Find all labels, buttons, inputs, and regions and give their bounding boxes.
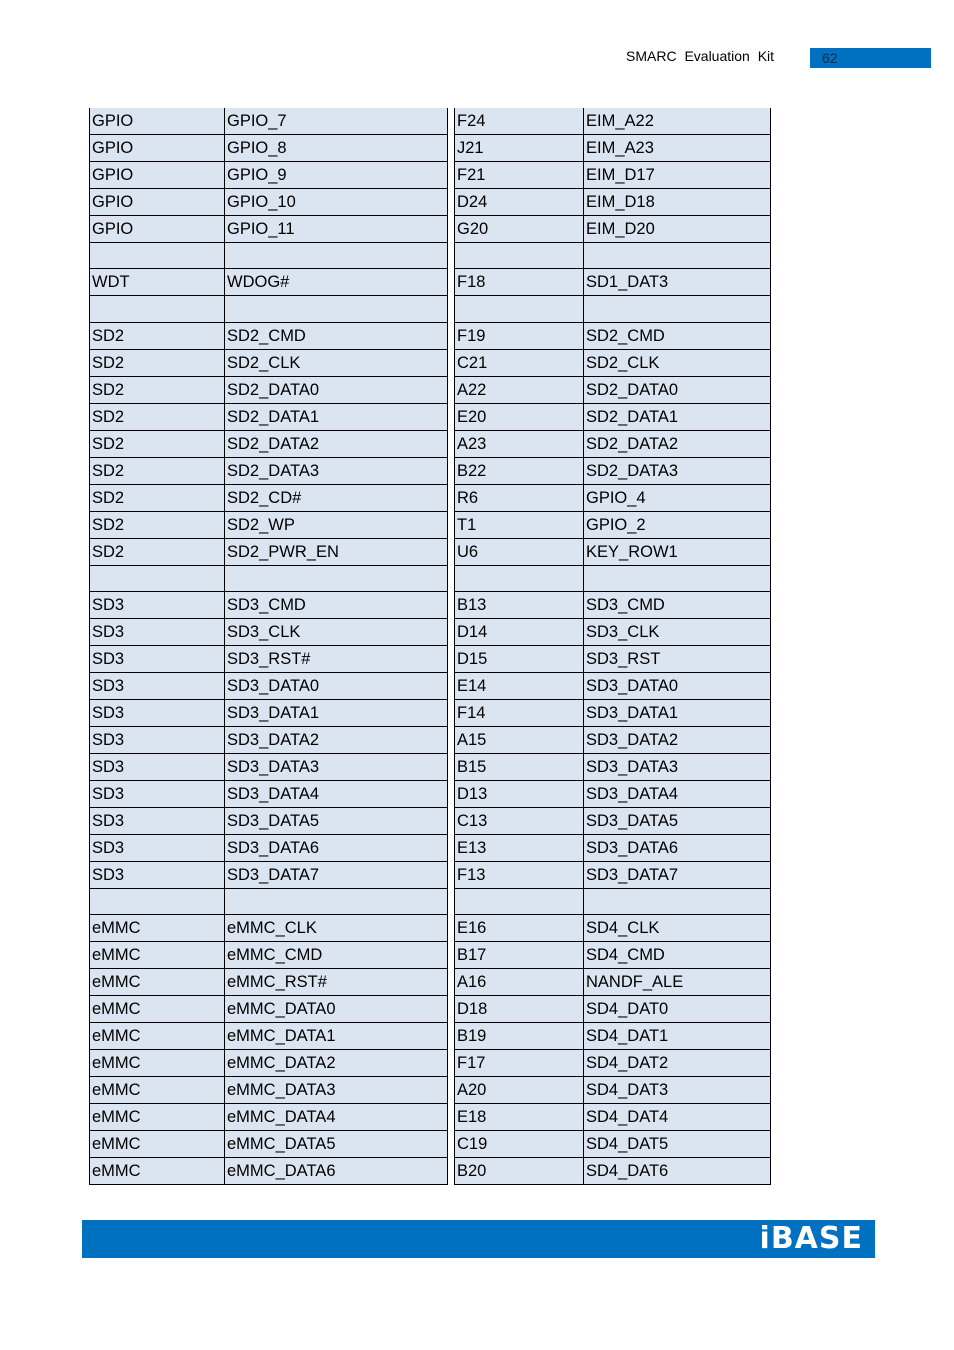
table-row [455, 699, 771, 726]
table-row [90, 538, 448, 565]
ball-cell: C19 [455, 1131, 584, 1158]
table-row [90, 1131, 448, 1158]
interface-cell: eMMC [90, 1131, 225, 1158]
signal-cell: SD2_DATA0 [225, 376, 448, 403]
interface-cell: SD3 [90, 618, 225, 645]
interface-cell: GPIO [90, 135, 225, 162]
signal-cell: eMMC_DATA2 [225, 1050, 448, 1077]
pad-name-cell: SD4_DAT5 [584, 1131, 771, 1158]
ball-cell: F19 [455, 322, 584, 349]
signal-cell: SD2_CLK [225, 349, 448, 376]
pad-name-cell: SD3_DATA4 [584, 780, 771, 807]
signal-cell: eMMC_DATA4 [225, 1104, 448, 1131]
header-title: SMARC Evaluation Kit [626, 48, 775, 64]
table-row [455, 376, 771, 403]
table-row [90, 565, 448, 591]
signal-cell: SD2_DATA3 [225, 457, 448, 484]
signal-cell [225, 888, 448, 914]
pad-name-cell: EIM_D17 [584, 162, 771, 189]
signal-cell [225, 296, 448, 322]
signal-cell: eMMC_CLK [225, 915, 448, 942]
interface-cell: SD3 [90, 591, 225, 618]
interface-cell: eMMC [90, 996, 225, 1023]
table-row [455, 1158, 771, 1185]
ball-cell: B17 [455, 942, 584, 969]
ball-cell: F14 [455, 699, 584, 726]
pad-name-cell: SD3_DATA1 [584, 699, 771, 726]
pad-name-cell: SD3_DATA2 [584, 726, 771, 753]
table-row [90, 216, 448, 243]
interface-cell: SD3 [90, 726, 225, 753]
table-row [455, 538, 771, 565]
table-row [455, 969, 771, 996]
table-row [455, 1131, 771, 1158]
table-row [455, 511, 771, 538]
table-row [90, 915, 448, 942]
interface-cell [90, 888, 225, 914]
interface-cell: SD3 [90, 753, 225, 780]
interface-cell: SD2 [90, 484, 225, 511]
table-row [455, 1077, 771, 1104]
signal-cell: SD3_RST# [225, 645, 448, 672]
table-row [90, 996, 448, 1023]
signal-cell: eMMC_CMD [225, 942, 448, 969]
pad-name-cell: SD3_RST [584, 645, 771, 672]
page-number: 62 [822, 50, 838, 66]
ball-cell: E14 [455, 672, 584, 699]
signal-cell: SD3_DATA0 [225, 672, 448, 699]
table-row [455, 484, 771, 511]
table-row [455, 861, 771, 888]
interface-cell: SD2 [90, 538, 225, 565]
table-row [90, 296, 448, 322]
table-row [455, 672, 771, 699]
footer-bar [82, 1220, 875, 1258]
interface-cell [90, 565, 225, 591]
pad-name-cell: EIM_A22 [584, 108, 771, 135]
table-row [455, 618, 771, 645]
signal-cell: eMMC_DATA1 [225, 1023, 448, 1050]
table-row [455, 726, 771, 753]
pad-name-cell: SD4_DAT4 [584, 1104, 771, 1131]
interface-cell: eMMC [90, 1023, 225, 1050]
ball-cell: F24 [455, 108, 584, 135]
table-row [455, 1023, 771, 1050]
table-row [455, 942, 771, 969]
table-row [90, 1077, 448, 1104]
table-row [455, 457, 771, 484]
pad-name-cell: SD4_DAT6 [584, 1158, 771, 1185]
table-row [90, 1023, 448, 1050]
interface-cell: SD3 [90, 861, 225, 888]
ball-cell: C13 [455, 807, 584, 834]
ball-cell: F17 [455, 1050, 584, 1077]
interface-cell: SD3 [90, 780, 225, 807]
pad-name-cell [584, 888, 771, 914]
table-row [90, 861, 448, 888]
ball-cell: A22 [455, 376, 584, 403]
ball-cell: D14 [455, 618, 584, 645]
table-row [90, 591, 448, 618]
pad-name-cell: SD4_DAT0 [584, 996, 771, 1023]
ball-cell: A20 [455, 1077, 584, 1104]
signal-cell: SD3_DATA2 [225, 726, 448, 753]
ball-cell: F18 [455, 269, 584, 296]
interface-cell: eMMC [90, 1077, 225, 1104]
signal-cell: eMMC_DATA0 [225, 996, 448, 1023]
pad-name-cell: EIM_D20 [584, 216, 771, 243]
ball-cell: B15 [455, 753, 584, 780]
page-number-badge [810, 48, 931, 68]
ball-cell: D24 [455, 189, 584, 216]
table-row [90, 108, 448, 135]
signal-cell: SD2_CMD [225, 322, 448, 349]
pad-name-cell: SD2_CMD [584, 322, 771, 349]
ibase-logo: iBASE [759, 1221, 863, 1256]
pad-name-cell: SD3_DATA7 [584, 861, 771, 888]
ball-cell: A15 [455, 726, 584, 753]
pad-name-cell: SD2_DATA0 [584, 376, 771, 403]
table-row [90, 511, 448, 538]
table-row [90, 349, 448, 376]
pad-name-cell: SD2_DATA2 [584, 430, 771, 457]
pad-name-cell: SD4_DAT2 [584, 1050, 771, 1077]
table-row [455, 753, 771, 780]
table-row [455, 243, 771, 269]
table-row [90, 1050, 448, 1077]
table-row [455, 565, 771, 591]
signal-cell: eMMC_DATA6 [225, 1158, 448, 1185]
pad-name-cell [584, 243, 771, 269]
table-row [90, 484, 448, 511]
table-row [90, 942, 448, 969]
table-row [455, 296, 771, 322]
signal-cell: SD3_DATA1 [225, 699, 448, 726]
interface-cell: eMMC [90, 969, 225, 996]
interface-cell: SD2 [90, 430, 225, 457]
table-row [455, 996, 771, 1023]
signal-cell: SD2_PWR_EN [225, 538, 448, 565]
ball-cell: E13 [455, 834, 584, 861]
table-row [455, 430, 771, 457]
table-row [455, 780, 771, 807]
pad-name-cell: SD3_CLK [584, 618, 771, 645]
table-row [455, 269, 771, 296]
table-row [90, 403, 448, 430]
table-row [455, 322, 771, 349]
pad-name-cell: SD4_CLK [584, 915, 771, 942]
pad-name-cell [584, 565, 771, 591]
ball-cell: A16 [455, 969, 584, 996]
ball-cell [455, 565, 584, 591]
interface-cell: SD3 [90, 834, 225, 861]
interface-cell: SD2 [90, 322, 225, 349]
signal-cell: GPIO_8 [225, 135, 448, 162]
interface-cell: GPIO [90, 216, 225, 243]
pad-name-cell: EIM_A23 [584, 135, 771, 162]
ball-cell: B22 [455, 457, 584, 484]
interface-cell: GPIO [90, 189, 225, 216]
table-row [90, 243, 448, 269]
signal-cell: SD3_DATA4 [225, 780, 448, 807]
signal-cell: SD2_DATA2 [225, 430, 448, 457]
pad-name-cell: SD3_CMD [584, 591, 771, 618]
interface-cell: SD3 [90, 645, 225, 672]
table-row [90, 699, 448, 726]
table-row [90, 618, 448, 645]
table-row [90, 1104, 448, 1131]
signal-cell: GPIO_11 [225, 216, 448, 243]
ball-cell: B19 [455, 1023, 584, 1050]
table-row [455, 162, 771, 189]
table-row [90, 376, 448, 403]
table-row [90, 135, 448, 162]
signal-cell: GPIO_9 [225, 162, 448, 189]
table-row [455, 349, 771, 376]
pad-name-cell: SD2_DATA3 [584, 457, 771, 484]
ball-cell [455, 243, 584, 269]
ball-cell: D15 [455, 645, 584, 672]
ball-cell: R6 [455, 484, 584, 511]
pad-name-cell: EIM_D18 [584, 189, 771, 216]
ball-cell: T1 [455, 511, 584, 538]
pad-name-cell: KEY_ROW1 [584, 538, 771, 565]
interface-cell [90, 243, 225, 269]
signal-cell: GPIO_7 [225, 108, 448, 135]
table-row [455, 888, 771, 914]
interface-cell: WDT [90, 269, 225, 296]
signal-cell: SD3_DATA7 [225, 861, 448, 888]
table-row [90, 269, 448, 296]
signal-cell: eMMC_RST# [225, 969, 448, 996]
table-row [455, 108, 771, 135]
table-row [90, 780, 448, 807]
pin-table-right [454, 108, 771, 1185]
signal-cell: SD2_CD# [225, 484, 448, 511]
pad-name-cell: SD4_DAT1 [584, 1023, 771, 1050]
table-row [90, 322, 448, 349]
interface-cell: eMMC [90, 1104, 225, 1131]
ball-cell: B13 [455, 591, 584, 618]
table-row [455, 591, 771, 618]
pad-name-cell: SD3_DATA6 [584, 834, 771, 861]
pad-name-cell: SD2_DATA1 [584, 403, 771, 430]
table-row [455, 807, 771, 834]
ball-cell: D18 [455, 996, 584, 1023]
pad-name-cell [584, 296, 771, 322]
ball-cell: J21 [455, 135, 584, 162]
interface-cell: SD2 [90, 349, 225, 376]
pad-name-cell: NANDF_ALE [584, 969, 771, 996]
interface-cell: eMMC [90, 942, 225, 969]
table-row [90, 807, 448, 834]
signal-cell: SD2_WP [225, 511, 448, 538]
table-row [455, 403, 771, 430]
interface-cell: SD2 [90, 457, 225, 484]
signal-cell: SD3_CLK [225, 618, 448, 645]
ball-cell: D13 [455, 780, 584, 807]
pad-name-cell: SD3_DATA5 [584, 807, 771, 834]
table-row [90, 753, 448, 780]
table-row [455, 834, 771, 861]
ball-cell: E20 [455, 403, 584, 430]
pad-name-cell: SD4_DAT3 [584, 1077, 771, 1104]
ball-cell: C21 [455, 349, 584, 376]
signal-cell: eMMC_DATA3 [225, 1077, 448, 1104]
ball-cell: F13 [455, 861, 584, 888]
pad-name-cell: SD4_CMD [584, 942, 771, 969]
interface-cell: SD2 [90, 376, 225, 403]
ball-cell: A23 [455, 430, 584, 457]
table-row [90, 430, 448, 457]
signal-cell: SD3_CMD [225, 591, 448, 618]
pad-name-cell: SD3_DATA0 [584, 672, 771, 699]
signal-cell: SD2_DATA1 [225, 403, 448, 430]
ball-cell: E16 [455, 915, 584, 942]
table-row [455, 1104, 771, 1131]
table-row [90, 162, 448, 189]
signal-cell: eMMC_DATA5 [225, 1131, 448, 1158]
pad-name-cell: GPIO_4 [584, 484, 771, 511]
signal-cell [225, 243, 448, 269]
table-row [90, 726, 448, 753]
table-row [90, 888, 448, 914]
interface-cell: SD3 [90, 807, 225, 834]
table-row [455, 189, 771, 216]
ball-cell: G20 [455, 216, 584, 243]
table-row [90, 834, 448, 861]
pad-name-cell: SD1_DAT3 [584, 269, 771, 296]
ball-cell [455, 888, 584, 914]
pad-name-cell: GPIO_2 [584, 511, 771, 538]
signal-cell: SD3_DATA3 [225, 753, 448, 780]
interface-cell [90, 296, 225, 322]
ball-cell: U6 [455, 538, 584, 565]
signal-cell: GPIO_10 [225, 189, 448, 216]
ball-cell [455, 296, 584, 322]
interface-cell: GPIO [90, 162, 225, 189]
interface-cell: SD2 [90, 403, 225, 430]
table-row [90, 189, 448, 216]
table-row [455, 216, 771, 243]
signal-cell: SD3_DATA5 [225, 807, 448, 834]
interface-cell: eMMC [90, 1050, 225, 1077]
signal-cell: SD3_DATA6 [225, 834, 448, 861]
interface-cell: GPIO [90, 108, 225, 135]
pad-name-cell: SD3_DATA3 [584, 753, 771, 780]
ball-cell: F21 [455, 162, 584, 189]
table-row [455, 645, 771, 672]
pad-name-cell: SD2_CLK [584, 349, 771, 376]
table-row [90, 645, 448, 672]
table-row [90, 672, 448, 699]
interface-cell: eMMC [90, 1158, 225, 1185]
table-row [455, 135, 771, 162]
ball-cell: B20 [455, 1158, 584, 1185]
interface-cell: SD3 [90, 699, 225, 726]
table-row [90, 1158, 448, 1185]
table-row [90, 457, 448, 484]
signal-cell [225, 565, 448, 591]
ball-cell: E18 [455, 1104, 584, 1131]
pin-table-left [89, 108, 448, 1185]
signal-cell: WDOG# [225, 269, 448, 296]
interface-cell: eMMC [90, 915, 225, 942]
interface-cell: SD2 [90, 511, 225, 538]
table-row [90, 969, 448, 996]
table-row [455, 915, 771, 942]
interface-cell: SD3 [90, 672, 225, 699]
table-row [455, 1050, 771, 1077]
